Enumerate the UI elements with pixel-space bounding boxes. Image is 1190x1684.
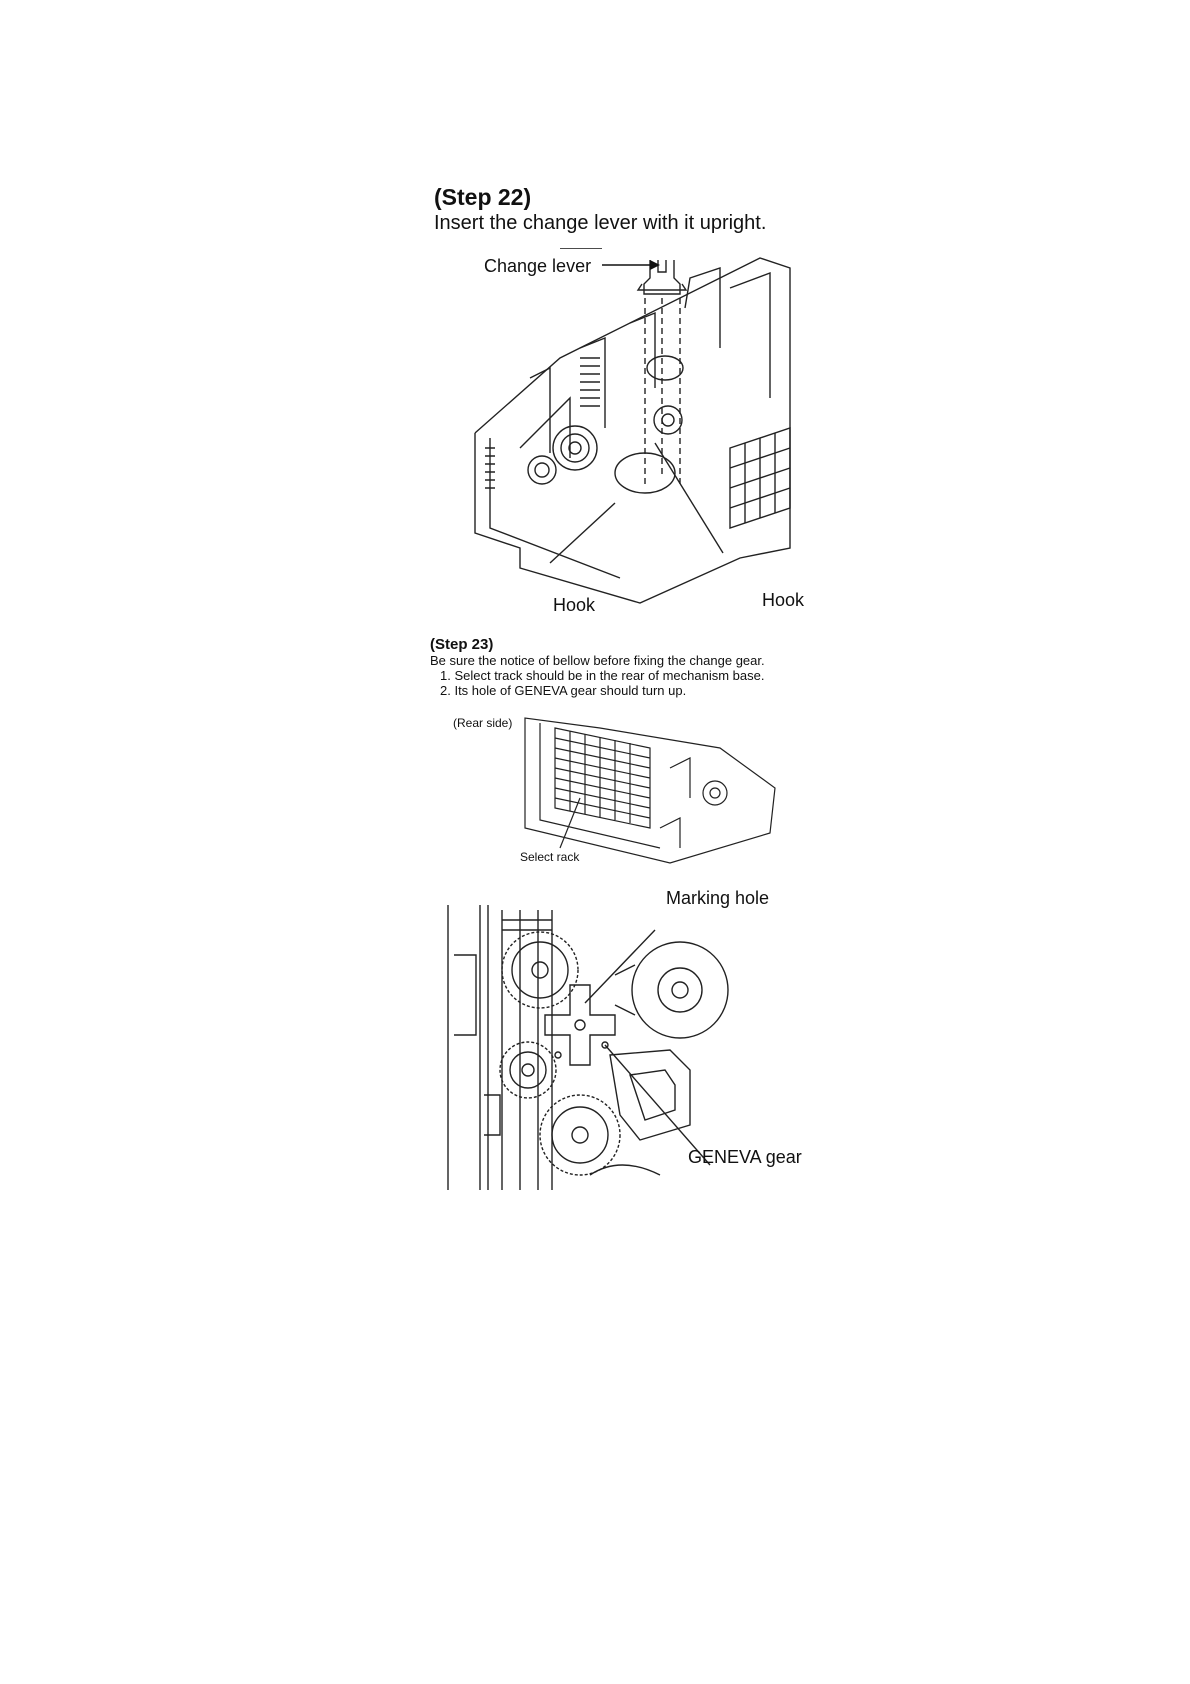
- change-lever-label: Change lever: [484, 256, 592, 276]
- step23-item-2: 2. Its hole of GENEVA gear should turn up.: [440, 683, 687, 698]
- step23-geneva-gear-illustration: [440, 895, 820, 1190]
- hook-right-label: Hook: [762, 590, 805, 610]
- step23-intro: Be sure the notice of bellow before fixing the change gear.: [430, 653, 765, 668]
- hook-left-label: Hook: [553, 595, 596, 615]
- step23-rear-side-illustration: [520, 708, 785, 868]
- step23-item-1: 1. Select track should be in the rear of mechanism base.: [440, 668, 765, 683]
- step22-mechanism-illustration: [430, 248, 830, 618]
- step22-title: (Step 22): [434, 184, 532, 210]
- select-rack-label: Select rack: [520, 850, 580, 864]
- geneva-gear-label: GENEVA gear: [688, 1147, 802, 1167]
- rear-side-label: (Rear side): [453, 716, 513, 730]
- step22-instruction: Insert the change lever with it upright.: [434, 212, 767, 234]
- change-lever-arrow: [602, 259, 662, 271]
- marking-hole-label: Marking hole: [666, 888, 770, 908]
- step23-title: (Step 23): [430, 636, 494, 653]
